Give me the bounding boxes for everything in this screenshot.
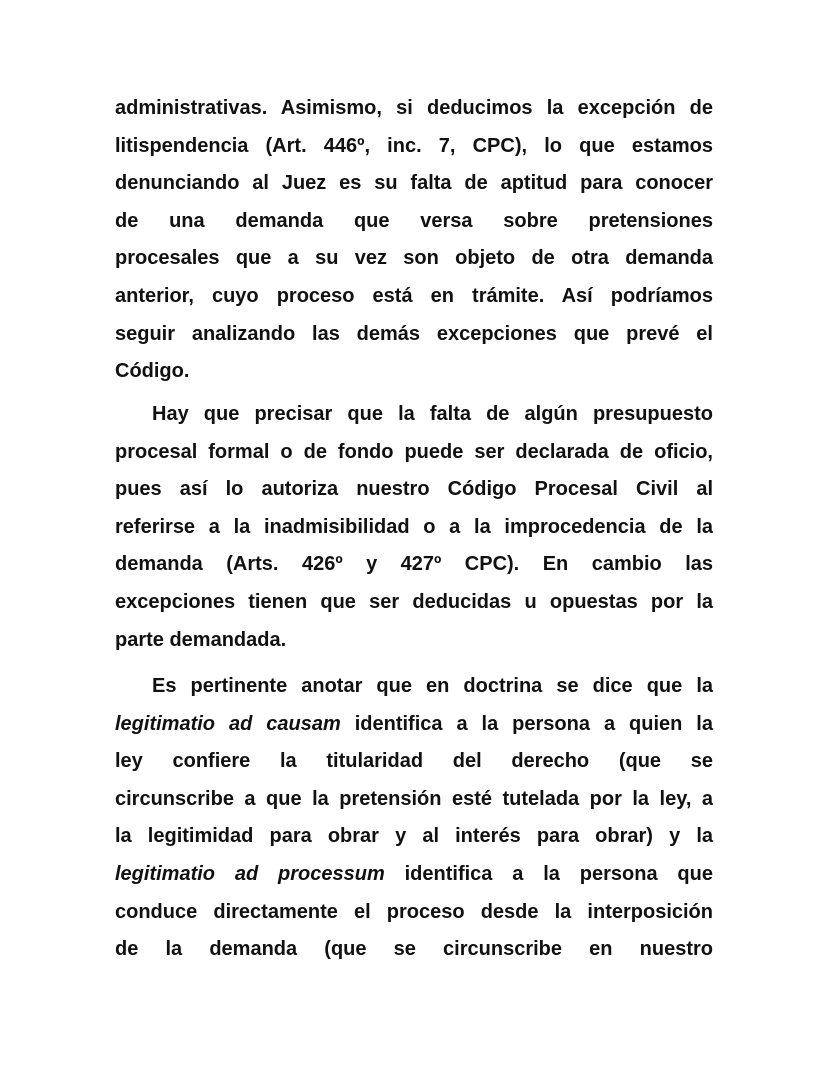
paragraph-3-line [115, 824, 713, 848]
paragraph-1-line [115, 284, 713, 308]
text-run: referirse a la inadmisibilidad o a la improcedencia de la [115, 515, 713, 538]
paragraph-2-line [115, 515, 713, 539]
paragraph-1-line [115, 246, 713, 270]
text-run: excepciones tienen que ser deducidas u opuestas por la [115, 591, 713, 613]
text-run: procesales que a su vez son objeto de otra demanda [115, 247, 713, 270]
text-run: seguir analizando las demás excepciones que prevé el [115, 322, 713, 345]
paragraph-3-line [115, 862, 713, 886]
text-run: Hay que precisar que la falta de algún presupuesto [152, 403, 713, 425]
paragraph-2-line [115, 552, 713, 576]
italic-term: legitimatio ad processum [115, 863, 385, 885]
text-run: administrativas. Asimismo, si deducimos la excepción de [115, 97, 713, 119]
text-run: anterior, cuyo proceso está en trámite. Así podríamos [115, 285, 713, 307]
paragraph-3-line [152, 674, 713, 698]
text-run: conduce directamente el proceso desde la interposición [115, 900, 713, 923]
paragraph-3-line [115, 900, 713, 924]
paragraph-2-line [115, 590, 713, 614]
text-run: denunciando al Juez es su falta de aptitud para conocer [115, 172, 713, 195]
text-run: ley confiere la titularidad del derecho (que se [115, 750, 713, 773]
text-run: de una demanda que versa sobre pretensiones [115, 209, 713, 232]
paragraph-1-line [115, 96, 713, 120]
paragraph-1-line [115, 171, 713, 195]
paragraph-1-line [115, 209, 713, 233]
paragraph-2-line [115, 440, 713, 464]
text-run: identifica a la persona a quien la [340, 712, 713, 735]
paragraph-2-line [152, 402, 713, 426]
paragraph-3-line [115, 749, 713, 773]
text-run: litispendencia (Art. 446º, inc. 7, CPC), lo que estamos [115, 134, 713, 157]
text-run: de la demanda (que se circunscribe en nuestro [115, 938, 713, 961]
text-run: Es pertinente anotar que en doctrina se dice que la [152, 675, 713, 697]
paragraph-1-line [115, 359, 713, 383]
text-run: identifica a la persona que [384, 863, 713, 885]
text-run: procesal formal o de fondo puede ser declarada de oficio, [115, 440, 713, 463]
text-run: demanda (Arts. 426º y 427º CPC). En cambio las [115, 553, 713, 576]
text-run: parte demandada. [115, 628, 287, 651]
paragraph-2-line [115, 477, 713, 501]
text-run: circunscribe a que la pretensión esté tutelada por la ley, a [115, 787, 713, 810]
italic-term: legitimatio ad causam [115, 712, 341, 735]
text-run: pues así lo autoriza nuestro Código Procesal Civil al [115, 478, 713, 501]
paragraph-1-line [115, 322, 713, 346]
paragraph-1-line [115, 134, 713, 158]
paragraph-3-line [115, 937, 713, 961]
paragraph-3-line [115, 712, 713, 736]
text-run: la legitimidad para obrar y al interés para obrar) y la [115, 825, 713, 848]
paragraph-3-line [115, 787, 713, 811]
text-run: Código. [115, 360, 190, 383]
paragraph-2-line [115, 628, 713, 652]
